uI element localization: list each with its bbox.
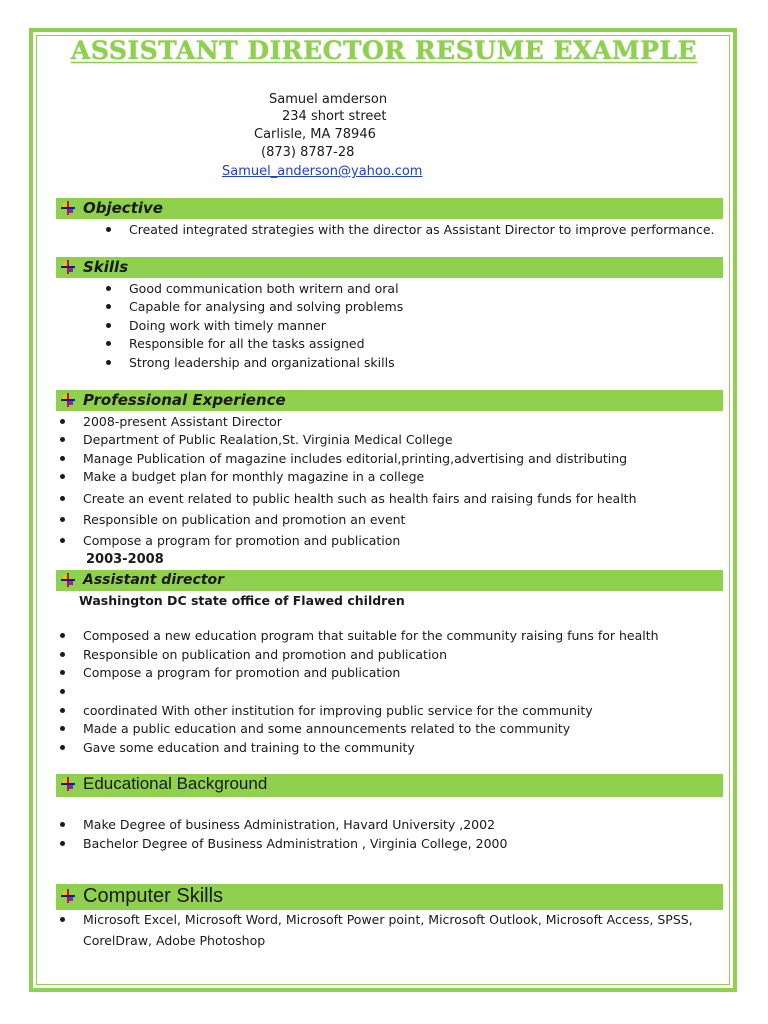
- plus-marker-icon: [61, 573, 75, 587]
- section-bar-computer-skills: [56, 884, 723, 910]
- plus-marker-icon: [61, 260, 75, 274]
- plus-marker-icon: [61, 201, 75, 215]
- section-bar-experience: [56, 390, 723, 411]
- contact-city: Carlisle, MA 78946: [254, 127, 376, 142]
- list-item: Make a budget plan for monthly magazine in a college: [83, 468, 424, 485]
- section-bar-education: [56, 774, 723, 797]
- section-heading-education: Educational Background: [83, 774, 268, 793]
- section-heading-computer-skills: Computer Skills: [83, 885, 224, 907]
- section-heading-assistant-director: Assistant director: [83, 572, 225, 588]
- list-item: Gave some education and training to the community: [83, 739, 415, 756]
- list-item: Compose a program for promotion and publication: [83, 664, 400, 681]
- list-item: Responsible on publication and promotion and publication: [83, 646, 447, 663]
- list-item: Made a public education and some announcements related to the community: [83, 720, 570, 737]
- section-heading-experience: Professional Experience: [83, 391, 286, 409]
- section-bar-skills: [56, 257, 723, 278]
- list-item: Responsible on publication and promotion an event: [83, 511, 405, 528]
- list-item: Capable for analysing and solving problems: [129, 298, 403, 315]
- contact-email-link[interactable]: Samuel_anderson@yahoo.com: [222, 164, 423, 179]
- list-item: Responsible for all the tasks assigned: [129, 335, 365, 352]
- list-item: Create an event related to public health such as health fairs and raising funds for health: [83, 490, 637, 507]
- plus-marker-icon: [61, 889, 75, 903]
- plus-marker-icon: [61, 393, 75, 407]
- list-item: Compose a program for promotion and publication: [83, 532, 400, 549]
- list-item: 2008-present Assistant Director: [83, 413, 282, 430]
- list-item: Bachelor Degree of Business Administration , Virginia College, 2000: [83, 835, 507, 852]
- list-item: Good communication both writern and oral: [129, 280, 399, 297]
- contact-street: 234 short street: [282, 109, 387, 124]
- section-bar-assistant-director: [56, 570, 723, 591]
- plus-marker-icon: [61, 777, 75, 791]
- experience-period: 2003-2008: [86, 552, 164, 567]
- list-item: Department of Public Realation,St. Virginia Medical College: [83, 431, 453, 448]
- list-item: Manage Publication of magazine includes editorial,printing,advertising and distributing: [83, 450, 627, 467]
- resume-title: ASSISTANT DIRECTOR RESUME EXAMPLE: [70, 36, 698, 65]
- section-heading-skills: Skills: [83, 258, 129, 276]
- list-item: Microsoft Excel, Microsoft Word, Microsoft Power point, Microsoft Outlook, Microsoft Access, SPSS,: [83, 911, 693, 928]
- list-item: Composed a new education program that suitable for the community raising funs for health: [83, 627, 659, 644]
- section-bar-objective: [56, 198, 723, 219]
- contact-name: Samuel amderson: [269, 92, 388, 107]
- list-item: Strong leadership and organizational skills: [129, 354, 395, 371]
- list-item: Doing work with timely manner: [129, 317, 326, 334]
- list-item: Make Degree of business Administration, Havard University ,2002: [83, 816, 495, 833]
- list-item: Created integrated strategies with the director as Assistant Director to improve performance.: [129, 221, 715, 238]
- list-item: coordinated With other institution for improving public service for the community: [83, 702, 593, 719]
- employer-name: Washington DC state office of Flawed children: [79, 593, 405, 608]
- contact-phone: (873) 8787-28: [261, 145, 355, 160]
- section-heading-objective: Objective: [83, 199, 163, 217]
- list-item-continuation: CorelDraw, Adobe Photoshop: [83, 933, 266, 948]
